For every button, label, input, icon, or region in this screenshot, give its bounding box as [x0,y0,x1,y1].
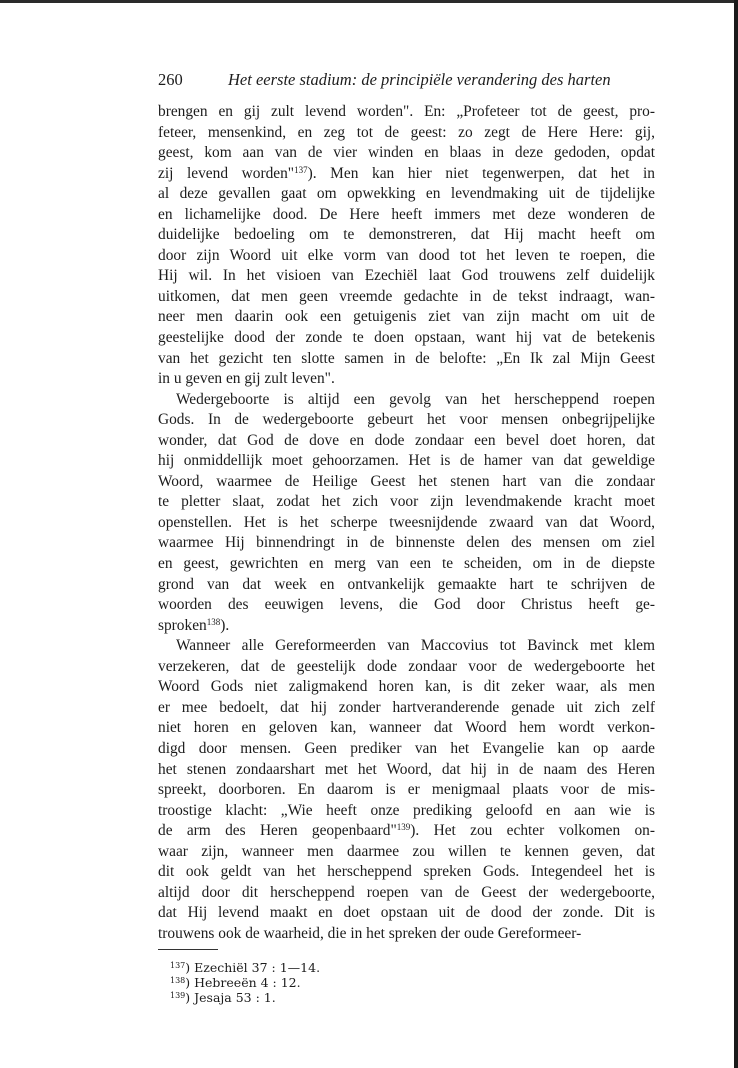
text-line: duidelijke bedoeling om te demonstreren, dat Hij macht heeft om [158,226,655,244]
running-head [158,70,655,96]
running-title: Het eerste stadium: de principiële verandering des harten [228,70,611,89]
text-line: trouwens ook de waarheid, die in het spreken der oude Gereformeer- [158,924,582,942]
text-line: geest, kom aan van de vier winden en blaas in deze gedoden, opdat [158,144,655,162]
text-line: er mee bedoelt, dat hij zonder hartveranderende genade uit zich zelf [158,698,655,716]
text-line: waarmee Hij binnendringt in de binnenste delen des mensen om ziel [158,534,655,552]
text-line: grond van dat week en ontvankelijk gemaakte hart te schrijven de [158,575,655,593]
body-text [158,102,655,944]
text-line: woorden des eeuwigen levens, die God door Christus heeft ge- [158,596,655,614]
footnote-text: ) Jesaja 53 : 1. [185,990,276,1006]
text-segment: de arm des Heren geopenbaard" [158,822,397,840]
text-line: waar zijn, wanneer men daarmee zou willen te kennen geven, dat [158,842,655,860]
footnote [158,990,655,1005]
text-segment: sproken [158,616,207,634]
text-line: feteer, mensenkind, en zeg tot de geest: zo zegt de Here Here: gij, [158,123,655,141]
text-line [158,616,655,637]
text-line: troostige klacht: „Wie heeft onze prediking geloofd en aan wie is [158,801,655,819]
footnote [158,960,655,975]
text-line: Woord Gods niet zaligmakend horen kan, is dit zeker waar, als men [158,678,655,696]
footnote-reference: 139 [396,822,411,833]
text-line: niet horen en geloven kan, wanneer dat Woord hem wordt verkon- [158,719,655,737]
text-line: dit ook geldt van het herscheppend spreken Gods. Integendeel het is [158,863,655,881]
paragraph [158,390,655,637]
text-line: Gods. In de wedergeboorte gebeurt het voor mensen onbegrijpelijke [158,411,655,429]
page-number: 260 [158,70,183,89]
footnote-reference: 137 [294,164,308,175]
text-line: spreekt, doorboren. En daarom is er menigmaal plaats voor de mis- [158,781,655,799]
text-line: hij onmiddellijk moet gehoorzamen. Het is de hamer van dat geweldige [158,452,655,470]
text-line: van het gezicht ten slotte samen in de belofte: „En Ik zal Mijn Geest [158,349,655,367]
text-line: Wanneer alle Gereformeerden van Maccovius tot Bavinck met klem [176,637,655,655]
footnote-number: 137 [170,961,186,971]
paragraph [158,636,655,944]
footnote-number: 139 [170,991,186,1001]
text-segment: ). Het zou echter volkomen on- [410,822,655,840]
text-segment: ). Men kan hier niet tegenwerpen, dat het in [307,164,655,182]
text-segment: zij levend worden" [158,164,295,182]
text-line: en lichamelijke dood. De Here heeft immers met deze wonderen de [158,205,655,223]
text-line: door zijn Woord uit elke vorm van dood tot het leven te roepen, die [158,246,655,264]
page-top-edge [0,0,738,3]
text-line: uitkomen, dat men geen vreemde gedachte in de tekst indraagt, wan- [158,287,655,305]
text-line: te pletter slaat, zodat het zich voor zijn levendmakende kracht moet [158,493,655,511]
page-right-edge [734,0,738,1068]
footnote-text: ) Hebreeën 4 : 12. [185,975,301,991]
footnote-separator [158,949,218,950]
text-line: Hij wil. In het visioen van Ezechiël laat God trouwens zelf duidelijk [158,267,655,285]
text-line: in u geven en gij zult leven". [158,370,335,388]
footnotes [158,960,655,1005]
text-line: openstellen. Het is het scherpe tweesnijdende zwaard van dat Woord, [158,513,655,531]
text-line: digd door mensen. Geen prediker van het Evangelie kan op aarde [158,739,655,757]
footnote-number: 138 [170,976,186,986]
footnote-reference: 138 [206,616,221,627]
text-line [158,164,655,185]
text-line: dat Hij levend maakt en doet opstaan uit de dood der zonde. Dit is [158,904,655,922]
text-line: verzekeren, dat de geestelijk dode zondaar voor de wedergeboorte het [158,657,655,675]
text-line: wonder, dat God de dove en dode zondaar een bevel doet horen, dat [158,431,655,449]
text-line: Wedergeboorte is altijd een gevolg van het herscheppend roepen [176,390,655,408]
footnote [158,975,655,990]
text-line [158,821,655,842]
text-line: brengen en gij zult levend worden". En: „Profeteer tot de geest, pro- [158,103,655,120]
text-line: al deze gevallen gaat om opwekking en levendmaking uit de tijdelijke [158,185,655,203]
text-segment: ). [220,616,230,634]
book-page [158,70,655,1005]
text-line: het stenen zondaarshart met het Woord, dat hij in de naam des Heren [158,760,655,778]
text-line: neer men daarin ook een getuigenis ziet van zijn macht om uit de [158,308,655,326]
paragraph [158,102,655,390]
footnote-text: ) Ezechiël 37 : 1—14. [185,960,321,976]
text-line: Woord, waarmee de Heilige Geest het stenen hart van die zondaar [158,472,655,490]
text-line: en geest, gewrichten en merg van een te scheiden, om in de diepste [158,555,655,573]
text-line: geestelijke dood der zonde te doen opstaan, want hij vat de betekenis [158,329,655,347]
text-line: altijd door dit herscheppend roepen van de Geest der wedergeboorte, [158,883,655,901]
